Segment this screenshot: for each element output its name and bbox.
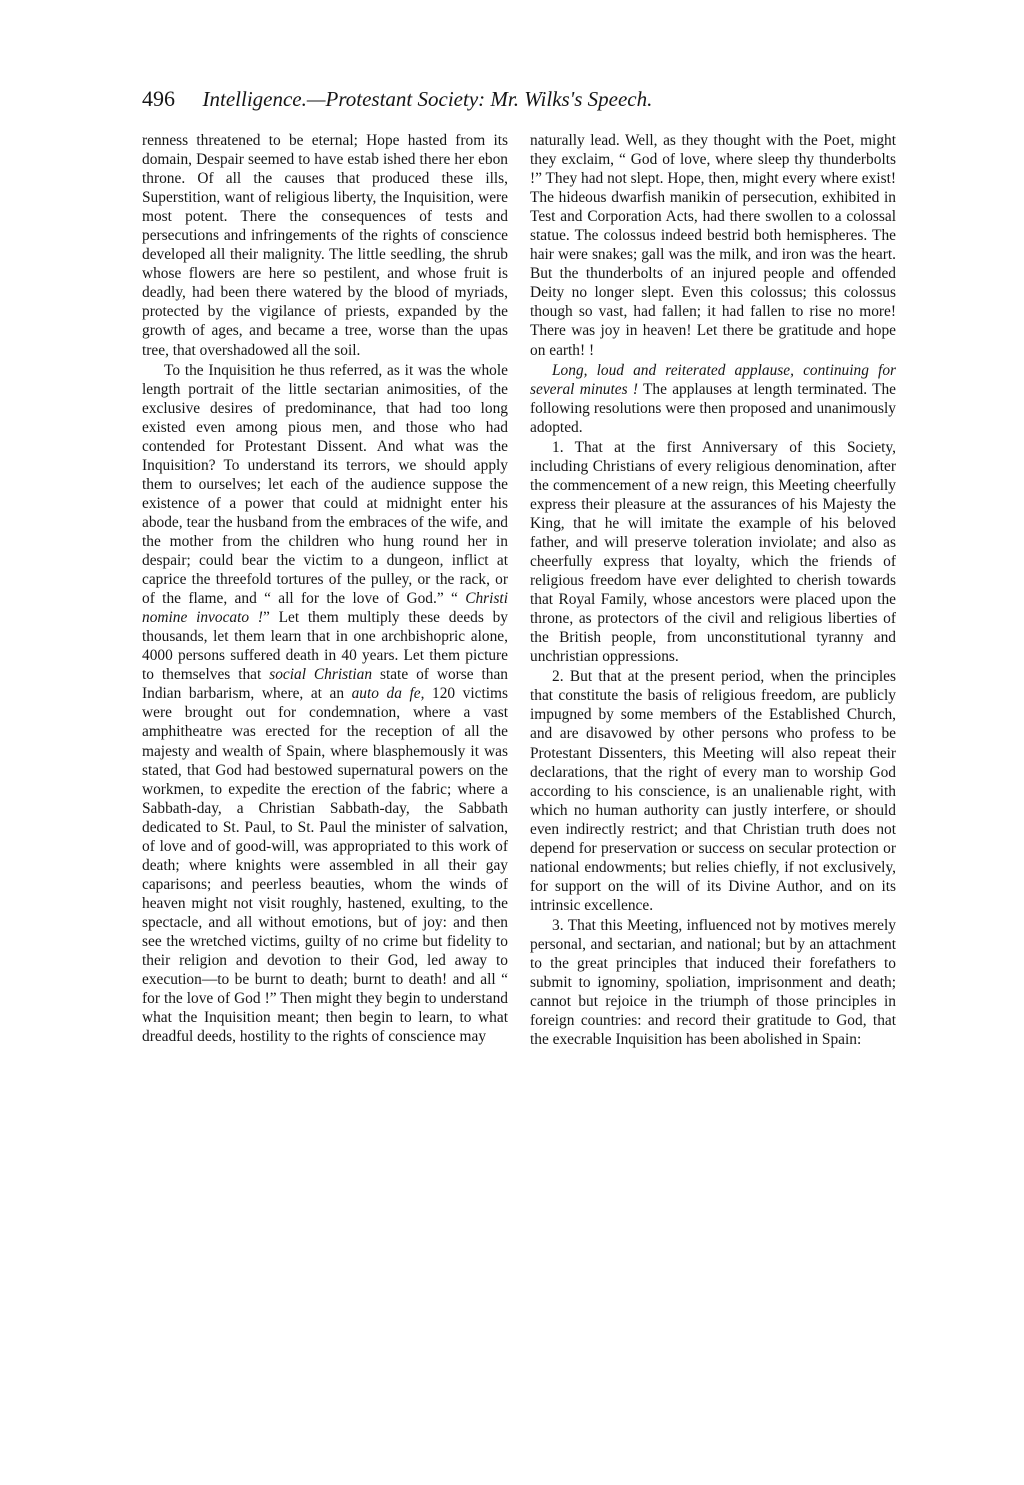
text-run: , 120 victims were brought out for condemnation, where a vast amphitheatre was erected for the reception of all the majesty and wealth of Spain, where blasphemously it was stated, that God had bestowed supernatural powers on the workmen, to expedite the erection of the fabric; where a Sabbath-day, a Christian Sabbath-day, the Sabbath dedicated to St. Paul, to St. Paul the minister of salvation, of love and of good-will, was appropriated to this work of death; where knights were assembled in all their gay caparisons; and peerless beauties, whom the winds of heaven might not visit roughly, hastened, exulting, to the spectacle, and all without emotions, but of joy: and then see the wretched victims, guilty of no crime but fidelity to their religion and devotion to their God, led away to execution—to be burnt to death; burnt to death! and all “ for the love of God !” Then might they begin to understand what the Inquisition meant; then begin to learn, to what dreadful deeds, hostility to the rights of conscience may	[142, 685, 508, 1046]
text-run: To the Inquisition he thus referred, as it was the whole length portrait of the little sectarian animosities, of the exclusive desires of predominance, that had too long existed even among pious men, and those who had contended for Protestant Dissent. And what was the Inquisition? To understand its terrors, we should apply them to ourselves; let each of the audience suppose the existence of a power that could at midnight enter his abode, tear the husband from the embraces of the wife, and the mother from the children who hung round her in despair; could bear the victim to a dungeon, inflict at caprice the threefold tortures of the pulley, or the rack, or of the flame, and “ all for the love of God.” “	[142, 361, 508, 608]
page-number: 496	[142, 86, 175, 111]
text-run: The applauses at length terminated. The following resolutions were then proposed and unanimously adopted.	[530, 380, 896, 436]
right-column	[530, 131, 896, 1049]
text-run: state of worse than Indian barbarism, where, at an	[142, 666, 508, 703]
italic-run: social Christian	[269, 666, 373, 684]
paragraph: renness threatened to be eternal; Hope hasted from its domain, Despair seemed to have estab ished there her ebon throne. Of all the causes that produced these ills, Superstition, want of religious liberty, the Inquisition, were most potent. There the consequences of tests and persecutions and infringements of the rights of conscience developed all their malignity. The little seedling, the shrub whose flowers are here so pestilent, and whose fruit is deadly, had been there watered by the blood of myriads, protected by the vigilance of priests, expanded by the growth of ages, and became a tree, worse than the upas tree, that overshadowed all the soil.	[142, 132, 508, 359]
resolution-1: 1. That at the first Anniversary of this Society, including Christians of every religious denomination, after the commencement of a new reign, this Meeting cheerfully express their pleasure at the assurances of his Majesty the King, that he will imitate the example of his beloved father, and will preserve toleration inviolate; and also as cheerfully express that loyalty, which the friends of religious freedom have ever delighted to cherish towards that Royal Family, whose ancestors were placed upon the throne, as protectors of the civil and religious liberties of the British people, from unconstitutional tyranny and unchristian oppressions.	[530, 438, 896, 666]
paragraph: naturally lead. Well, as they thought with the Poet, might they exclaim, “ God of love, where sleep thy thunderbolts !” They had not slept. Hope, then, might every where exist! The hideous dwarfish manikin of persecution, exhibited in Test and Corporation Acts, had there swollen to a colossal statue. The colossus indeed bestrid both hemispheres. The hair were snakes; gall was the milk, and iron was the heart. But the thunderbolts of an injured people and offended Deity no longer slept. Even this colossus; this colossus though so vast, had fallen; it had fallen to rise no more! There was joy in heaven! Let there be gratitude and hope on earth! !	[530, 132, 896, 359]
running-head	[142, 86, 902, 118]
italic-run: Long, loud and reiterated applause, continuing for several minutes !	[530, 361, 896, 398]
italic-run: auto da fe	[351, 685, 421, 703]
resolution-3: 3. That this Meeting, influenced not by motives merely personal, and sectarian, and national; but by an attachment to the great principles that induced their forefathers to submit to ignominy, spoliation, imprisonment and death; cannot but rejoice in the triumph of those principles in foreign countries: and record their gratitude to God, that the execrable Inquisition has been abolished in Spain:	[530, 916, 896, 1049]
text-run: ” Let them multiply these deeds by thousands, let them learn that in one archbishopric alone, 4000 persons suffered death in 40 years. Let them picture to themselves that	[142, 609, 509, 684]
paragraph	[142, 361, 508, 1047]
paragraph	[530, 361, 896, 437]
resolution-2: 2. But that at the present period, when the principles that constitute the basis of religious freedom, are publicly impugned by some members of the Established Church, and are disavowed by other persons who profess to be Protestant Dissenters, this Meeting will also repeat their declarations, that the right of every man to worship God according to his conscience, is an unalienable right, with which no human authority can justly interfere, or should even indirectly restrict; and that Christian truth does not depend for preservation or success on secular protection or national endowments; but relies chiefly, if not exclusively, for support on the will of its Divine Author, and on its intrinsic excellence.	[530, 668, 896, 914]
running-title: Intelligence.—Protestant Society: Mr. Wilks's Speech.	[202, 87, 653, 111]
italic-run: Christi nomine invocato !	[142, 590, 508, 627]
left-column	[142, 131, 508, 1046]
